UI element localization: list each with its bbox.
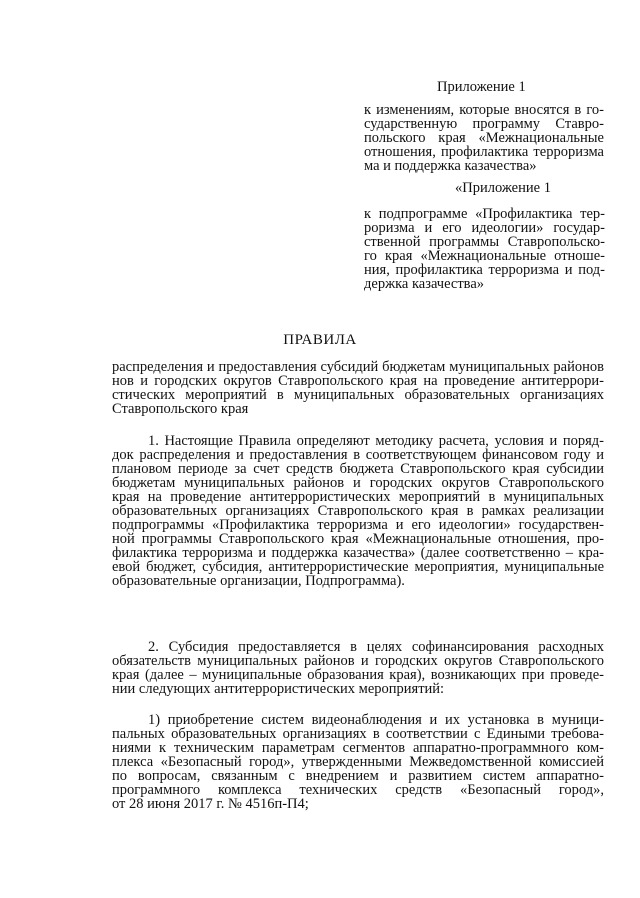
document-subtitle <box>112 360 604 416</box>
subtitle-line: стических мероприятий в муниципальных образовательных организациях <box>112 387 604 403</box>
appendix-line: польского края «Межнациональные <box>364 130 604 146</box>
appendix-inner-line: к подпрограмме «Профилактика тер- <box>364 206 605 222</box>
paragraph-line: обязательств муниципальных районов и городских округов Ставропольского <box>112 653 604 669</box>
paragraph-line: 1. Настоящие Правила определяют методику расчета, условия и поряд- <box>148 433 604 449</box>
appendix-inner-line: ния, профилактика терроризма и под- <box>364 262 605 278</box>
paragraph-line: филактика терроризма и поддержка казачества» (далее соответственно – кра- <box>112 545 604 561</box>
paragraph-line: образовательные организации, Подпрограмма). <box>112 573 405 589</box>
paragraph-line: 2. Субсидия предоставляется в целях софинансирования расходных <box>148 639 604 655</box>
appendix-line: отношения, профилактика терроризма <box>364 144 604 160</box>
paragraph-line: по вопросам, связанным с внедрением и развитием систем аппаратно- <box>112 768 604 784</box>
paragraph-line: бюджетам муниципальных районов и городских округов Ставропольского <box>112 475 604 491</box>
paragraph-line: от 28 июня 2017 г. № 4516п-П4; <box>112 796 309 812</box>
appendix-text <box>364 103 604 173</box>
appendix-inner-line: го края «Межнациональные отноше- <box>364 248 605 264</box>
paragraph-line: края (далее – муниципальные образования края), возникающих при проведе- <box>112 667 604 683</box>
appendix-inner-text <box>364 207 605 291</box>
appendix-line: сударственную программу Ставро- <box>364 116 604 132</box>
paragraph-line: подпрограммы «Профилактика терроризма и его идеологии» государствен- <box>112 517 604 533</box>
document-heading <box>0 333 640 347</box>
heading-text: ПРАВИЛА <box>283 332 357 348</box>
paragraph-line: 1) приобретение систем видеонаблюдения и их установка в муници- <box>148 712 604 728</box>
paragraph-line: плекса «Безопасный город», утвержденными Межведомственной комиссией <box>112 754 604 770</box>
paragraph-1 <box>112 434 604 588</box>
appendix-inner-line: ственной программы Ставропольско- <box>364 234 605 250</box>
paragraph-2 <box>112 640 604 696</box>
paragraph-line: евой бюджет, субсидия, антитеррористические мероприятия, муниципальные <box>112 559 604 575</box>
paragraph-line: края на проведение антитеррористических мероприятий в муниципальных <box>112 489 604 505</box>
paragraph-line: пальных образовательных организациях в соответствии с Едиными требова- <box>112 726 604 742</box>
paragraph-line: образовательных организациях Ставропольского края в рамках реализации <box>112 503 604 519</box>
paragraph-line: нии следующих антитеррористических мероприятий: <box>112 681 445 697</box>
paragraph-line: программного комплекса технических средств «Безопасный город», <box>112 782 604 798</box>
appendix-inner-title-text: «Приложение 1 <box>455 180 551 196</box>
paragraph-line: ной программы Ставропольского края «Межнациональные отношения, про- <box>112 531 604 547</box>
appendix-title <box>437 80 557 94</box>
subtitle-line: распределения и предоставления субсидий бюджетам муниципальных районов <box>112 359 604 375</box>
appendix-inner-title <box>455 181 575 195</box>
paragraph-3 <box>112 713 604 811</box>
appendix-inner-line: держка казачества» <box>364 276 485 292</box>
paragraph-line: док распределения и предоставления в соответствующем финансовом году и <box>112 447 604 463</box>
paragraph-line: ниями к техническим параметрам сегментов аппаратно-программного ком- <box>112 740 604 756</box>
paragraph-line: плановом периоде за счет средств бюджета Ставропольского края субсидии <box>112 461 604 477</box>
appendix-inner-line: роризма и его идеологии» государ- <box>364 220 605 236</box>
appendix-line: ма и поддержка казачества» <box>364 158 537 174</box>
subtitle-line: Ставропольского края <box>112 401 249 417</box>
subtitle-line: нов и городских округов Ставропольского края на проведение антитеррори- <box>112 373 604 389</box>
appendix-line: к изменениям, которые вносятся в го- <box>364 102 604 118</box>
appendix-title-text: Приложение 1 <box>437 79 526 95</box>
